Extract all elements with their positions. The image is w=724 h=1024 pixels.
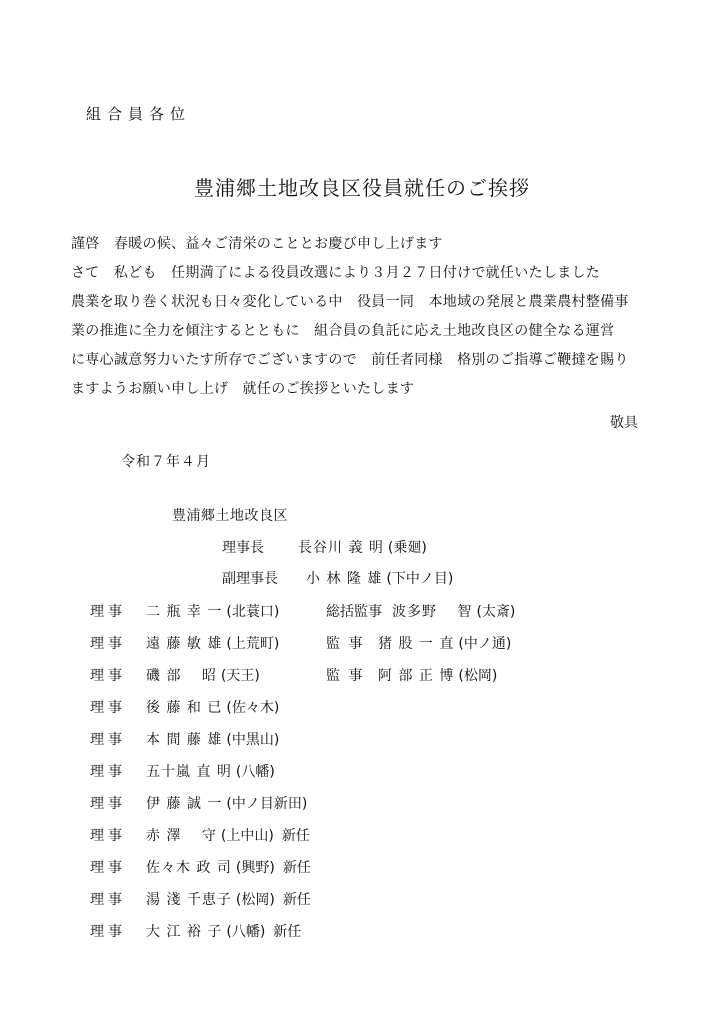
officer-name: 後 藤 和 已 [146, 700, 223, 716]
officer-title: 理事 [90, 668, 126, 684]
director-row [90, 921, 301, 941]
body-line: 謹啓 春暖の候、益々ご清栄のこととお慶び申し上げます [71, 236, 443, 252]
officer-name: 阿 部 正 博 [378, 668, 455, 684]
officer-name: 二 瓶 幸 一 [146, 604, 223, 620]
officer-region: (上中山) [220, 828, 274, 844]
officer-title: 理事 [90, 860, 126, 876]
officer-region: (上荒町) [226, 636, 280, 652]
new-appointment-badge: 新任 [281, 828, 310, 844]
officer-region: (北蓑口) [226, 604, 280, 620]
officer-region: (中ノ通) [458, 636, 512, 652]
officer-title: 理事 [90, 636, 126, 652]
closing-remark: 敬具 [610, 415, 638, 431]
vice-chairman-row [222, 568, 453, 588]
officer-region: (松岡) [235, 892, 275, 908]
body-line: さて 私ども 任期満了による役員改選により３月２７日付けで就任いたしました [71, 265, 601, 281]
officer-region: (天王) [220, 668, 260, 684]
officer-region: (中黒山) [226, 732, 280, 748]
auditor-row [326, 665, 497, 685]
officer-title: 監 事 [326, 636, 365, 652]
officer-region: (太斎) [476, 604, 516, 620]
officer-title: 理事 [90, 892, 126, 908]
new-appointment-badge: 新任 [273, 924, 302, 940]
officer-name: 磯 部 昭 [146, 668, 217, 684]
officer-region: (八幡) [235, 764, 275, 780]
director-row [90, 697, 279, 717]
new-appointment-badge: 新任 [282, 860, 311, 876]
officer-region: (乗廻) [387, 540, 427, 556]
body-line: に専心誠意努力いたす所存でございますので 前任者同様 格別のご指導ご鞭撻を賜り [71, 352, 629, 368]
officer-name: 大 江 裕 子 [146, 924, 223, 940]
director-row [90, 665, 260, 685]
document-title: 豊浦郷土地改良区役員就任のご挨拶 [194, 176, 530, 200]
officer-name: 小 林 隆 雄 [306, 571, 383, 587]
director-row [90, 889, 311, 909]
body-line: 業の推進に全力を傾注するとともに 組合員の負託に応え土地改良区の健全なる運営 [71, 323, 615, 339]
officer-title: 監 事 [326, 668, 365, 684]
officer-name: 伊 藤 誠 一 [146, 796, 223, 812]
director-row [90, 761, 275, 781]
officer-region: (下中ノ目) [386, 571, 454, 587]
chairman-row [222, 537, 427, 557]
officer-region: (八幡) [226, 924, 266, 940]
officer-name: 波多野 智 [392, 604, 473, 620]
officer-title: 理事 [90, 732, 126, 748]
officer-title: 理事 [90, 924, 126, 940]
officer-title: 理事 [90, 796, 126, 812]
document-date: 令和７年４月 [121, 454, 211, 470]
auditor-row [326, 633, 511, 653]
officer-title: 理事 [90, 764, 126, 780]
addressee: 組合員各位 [86, 105, 192, 123]
officer-name: 本 間 藤 雄 [146, 732, 223, 748]
director-row [90, 633, 279, 653]
officer-region: (興野) [235, 860, 275, 876]
body-line: 農業を取り巻く状況も日々変化している中 役員一同 本地域の発展と農業農村整備事 [71, 294, 629, 310]
officer-title: 総括監事 [326, 604, 382, 620]
officer-title: 理事長 [222, 540, 264, 556]
new-appointment-badge: 新任 [282, 892, 311, 908]
director-row [90, 729, 279, 749]
director-row [90, 825, 310, 845]
director-row [90, 793, 307, 813]
organization-name: 豊浦郷土地改良区 [172, 508, 288, 524]
officer-name: 五十嵐 直 明 [146, 764, 232, 780]
officer-title: 理事 [90, 604, 126, 620]
officer-name: 猪 股 一 直 [378, 636, 455, 652]
officer-region: (中ノ目新田) [226, 796, 308, 812]
officer-region: (松岡) [458, 668, 498, 684]
body-line: ますようお願い申し上げ 就任のご挨拶といたします [71, 381, 415, 397]
auditor-row [326, 601, 515, 621]
officer-name: 遠 藤 敏 雄 [146, 636, 223, 652]
officer-title: 理事 [90, 700, 126, 716]
officer-name: 湯 淺 千恵子 [146, 892, 232, 908]
director-row [90, 601, 279, 621]
officer-name: 長谷川 義 明 [298, 540, 384, 556]
officer-name: 赤 澤 守 [146, 828, 217, 844]
officer-name: 佐々木 政 司 [146, 860, 232, 876]
officer-title: 理事 [90, 828, 126, 844]
officer-region: (佐々木) [226, 700, 280, 716]
director-row [90, 857, 311, 877]
officer-title: 副理事長 [222, 571, 278, 587]
